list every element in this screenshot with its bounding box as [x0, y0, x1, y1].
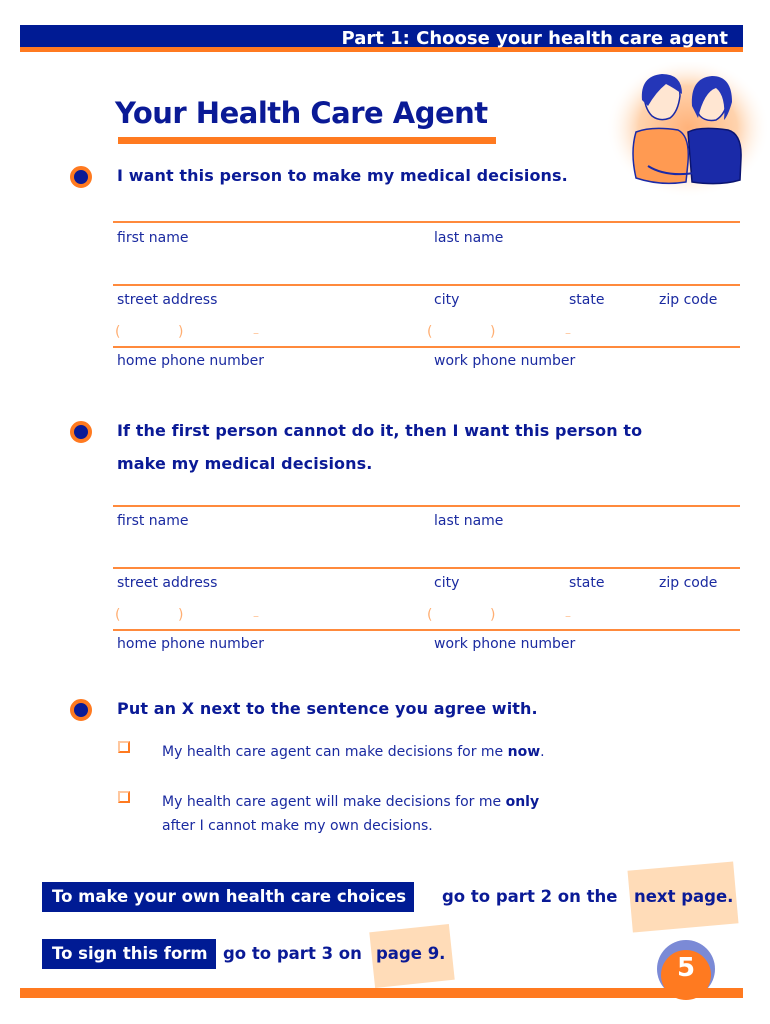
- agent1-work-phone-open: (: [427, 324, 433, 340]
- agent2-home-phone-dash: –: [253, 609, 259, 623]
- two-women-illustration: [600, 62, 770, 200]
- option-only-checkbox[interactable]: [118, 791, 130, 803]
- agent2-name-line[interactable]: [113, 505, 740, 507]
- agent2-city-label: city: [434, 575, 460, 591]
- page-title: Your Health Care Agent: [115, 96, 488, 130]
- agent1-home-phone-close: ): [178, 324, 184, 340]
- agent2-state-label: state: [569, 575, 605, 591]
- agent2-phone-line[interactable]: [113, 629, 740, 631]
- agent1-prompt: I want this person to make my medical decisions.: [117, 166, 568, 185]
- agent1-zip-code-label: zip code: [659, 292, 718, 308]
- title-underline: [118, 137, 496, 144]
- agent2-home-phone-open: (: [115, 607, 121, 623]
- agent1-home-phone-dash: –: [253, 326, 259, 340]
- agent1-phone-line[interactable]: [113, 346, 740, 348]
- page-number: 5: [676, 953, 696, 983]
- choice-prompt: Put an X next to the sentence you agree with.: [117, 699, 538, 718]
- agent1-address-line[interactable]: [113, 284, 740, 286]
- bullet-icon: [70, 699, 92, 721]
- agent1-work-phone-dash: –: [565, 326, 571, 340]
- agent2-zip-code-label: zip code: [659, 575, 718, 591]
- nav-own-choices-label[interactable]: To make your own health care choices: [42, 882, 414, 912]
- agent1-home-phone-open: (: [115, 324, 121, 340]
- bullet-icon: [70, 166, 92, 188]
- agent2-work-phone-dash: –: [565, 609, 571, 623]
- footer-bar: [20, 988, 743, 998]
- bullet-icon: [70, 421, 92, 443]
- agent1-work-phone-close: ): [490, 324, 496, 340]
- agent2-first-name-label: first name: [117, 513, 189, 529]
- nav-own-choices-text: go to part 2 on the: [442, 887, 618, 906]
- agent2-home-phone-label: home phone number: [117, 636, 265, 652]
- agent1-city-label: city: [434, 292, 460, 308]
- agent2-work-phone-label: work phone number: [434, 636, 576, 652]
- page-9-link[interactable]: page 9.: [376, 944, 446, 963]
- agent2-prompt-line2: make my medical decisions.: [117, 454, 373, 473]
- option-now-text: [162, 740, 545, 764]
- agent2-work-phone-close: ): [490, 607, 496, 623]
- agent1-state-label: state: [569, 292, 605, 308]
- agent2-work-phone-open: (: [427, 607, 433, 623]
- option-now-bold: now: [507, 744, 541, 760]
- option-now-text-main: My health care agent can make decisions for me: [162, 744, 508, 760]
- nav-sign-form-text: go to part 3 on: [223, 944, 362, 963]
- agent1-first-name-label: first name: [117, 230, 189, 246]
- agent2-last-name-label: last name: [434, 513, 504, 529]
- agent1-name-line[interactable]: [113, 221, 740, 223]
- agent1-last-name-label: last name: [434, 230, 504, 246]
- agent2-home-phone-close: ): [178, 607, 184, 623]
- nav-sign-form-label[interactable]: To sign this form: [42, 939, 216, 969]
- option-now-checkbox[interactable]: [118, 741, 130, 753]
- agent1-work-phone-label: work phone number: [434, 353, 576, 369]
- agent2-prompt-line1: If the first person cannot do it, then I want this person to: [117, 421, 643, 440]
- option-only-text-main: My health care agent will make decisions for me: [162, 794, 506, 810]
- agent1-home-phone-label: home phone number: [117, 353, 265, 369]
- section-title: Part 1: Choose your health care agent: [341, 28, 728, 49]
- next-page-link[interactable]: next page.: [634, 887, 734, 906]
- option-now-period: .: [540, 744, 545, 760]
- agent2-address-line[interactable]: [113, 567, 740, 569]
- option-only-text-line2: after I cannot make my own decisions.: [162, 818, 433, 834]
- agent1-street-address-label: street address: [117, 292, 218, 308]
- option-only-text: [162, 790, 539, 814]
- agent2-street-address-label: street address: [117, 575, 218, 591]
- option-only-bold: only: [505, 794, 540, 810]
